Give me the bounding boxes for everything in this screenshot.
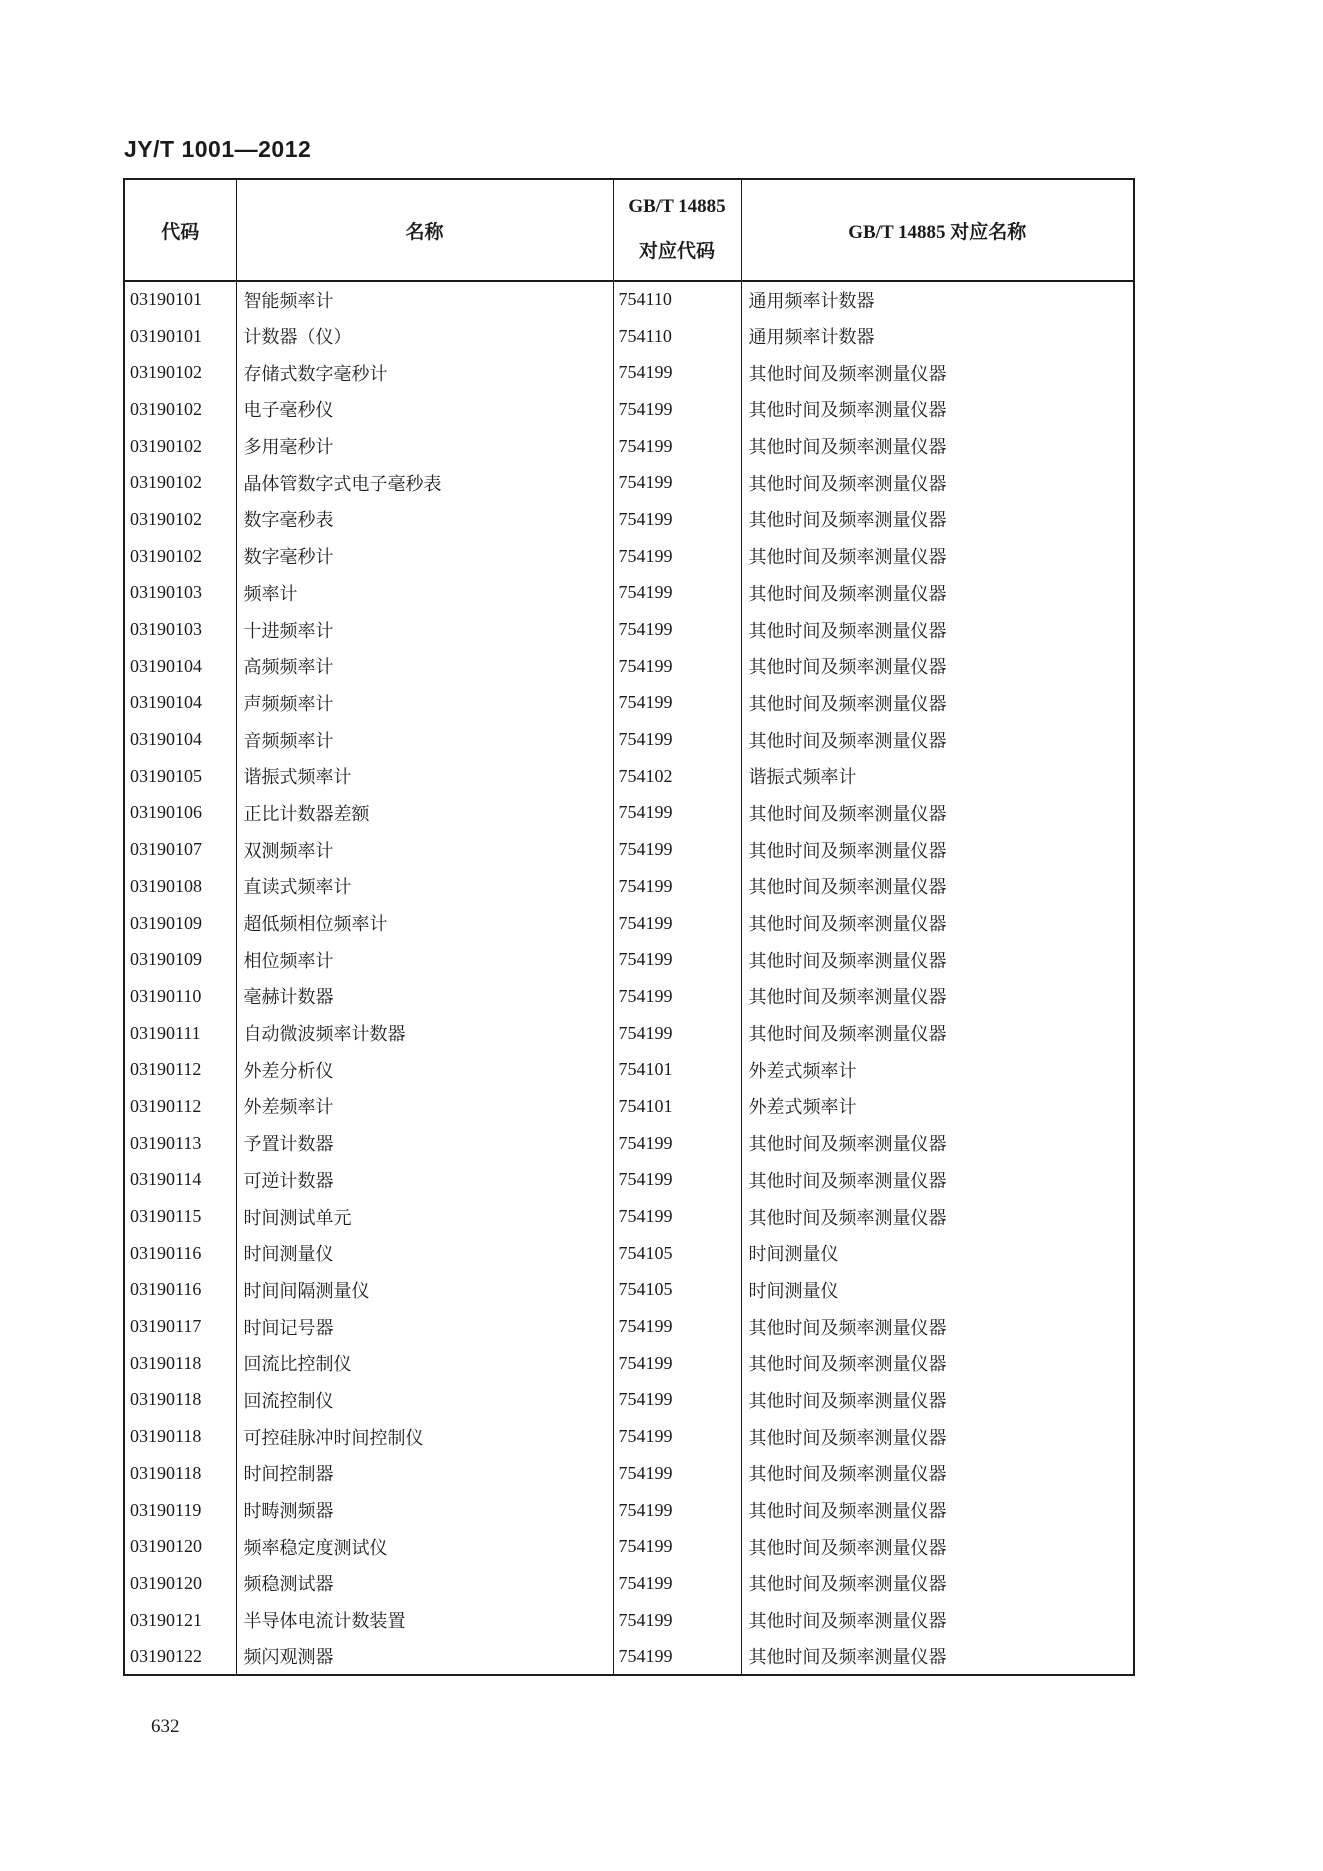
- code-cell: 03190118: [130, 1462, 202, 1483]
- code-cell: 03190116: [130, 1242, 202, 1263]
- code-cell: 03190122: [130, 1645, 202, 1666]
- name-cell: 时间记号器: [236, 1308, 613, 1345]
- code-cell: 03190110: [130, 985, 202, 1006]
- table-row: [124, 795, 1134, 832]
- gb-code-cell: 754199: [613, 685, 741, 722]
- code-cell: 03190109: [130, 912, 202, 933]
- name-cell: 外差频率计: [236, 1088, 613, 1125]
- gb-code-cell: 754105: [613, 1272, 741, 1309]
- table-row: [124, 464, 1134, 501]
- name-cell: 直读式频率计: [236, 868, 613, 905]
- table-header-row: [124, 179, 1134, 281]
- table-row: [124, 1602, 1134, 1639]
- code-cell: 03190102: [130, 435, 202, 456]
- gb-name-cell: 其他时间及频率测量仪器: [741, 648, 1134, 685]
- table-row: [124, 575, 1134, 612]
- name-cell: 存储式数字毫秒计: [236, 354, 613, 391]
- gb-code-cell: 754110: [613, 318, 741, 355]
- table-row: [124, 281, 1134, 318]
- gb-name-cell: 其他时间及频率测量仪器: [741, 611, 1134, 648]
- table-row: [124, 354, 1134, 391]
- name-cell: 谐振式频率计: [236, 758, 613, 795]
- name-cell: 十进频率计: [236, 611, 613, 648]
- header-code: 代码: [124, 179, 236, 281]
- code-cell: 03190117: [130, 1316, 202, 1337]
- name-cell: 频稳测试器: [236, 1565, 613, 1602]
- gb-code-cell: 754199: [613, 611, 741, 648]
- code-cell: 03190102: [130, 472, 202, 493]
- name-cell: 晶体管数字式电子毫秒表: [236, 464, 613, 501]
- code-cell: 03190101: [130, 289, 202, 310]
- table-row: [124, 1565, 1134, 1602]
- gb-code-cell: 754199: [613, 1015, 741, 1052]
- table-row: [124, 1308, 1134, 1345]
- table-row: [124, 1235, 1134, 1272]
- name-cell: 多用毫秒计: [236, 428, 613, 465]
- table-row: [124, 1198, 1134, 1235]
- gb-name-cell: 其他时间及频率测量仪器: [741, 1308, 1134, 1345]
- name-cell: 半导体电流计数装置: [236, 1602, 613, 1639]
- gb-name-cell: 时间测量仪: [741, 1272, 1134, 1309]
- header-gb-name: GB/T 14885 对应名称: [741, 179, 1134, 281]
- code-cell: 03190108: [130, 875, 202, 896]
- gb-code-cell: 754199: [613, 1125, 741, 1162]
- code-cell: 03190118: [130, 1389, 202, 1410]
- gb-name-cell: 其他时间及频率测量仪器: [741, 905, 1134, 942]
- code-cell: 03190106: [130, 802, 202, 823]
- code-cell: 03190103: [130, 582, 202, 603]
- gb-name-cell: 其他时间及频率测量仪器: [741, 1638, 1134, 1675]
- code-cell: 03190103: [130, 619, 202, 640]
- code-cell: 03190104: [130, 692, 202, 713]
- code-cell: 03190113: [130, 1132, 202, 1153]
- code-cell: 03190112: [130, 1095, 202, 1116]
- gb-name-cell: 其他时间及频率测量仪器: [741, 354, 1134, 391]
- table-row: [124, 685, 1134, 722]
- gb-name-cell: 其他时间及频率测量仪器: [741, 1015, 1134, 1052]
- table-row: [124, 1528, 1134, 1565]
- gb-name-cell: 其他时间及频率测量仪器: [741, 428, 1134, 465]
- gb-code-cell: 754199: [613, 1198, 741, 1235]
- code-cell: 03190118: [130, 1352, 202, 1373]
- gb-name-cell: 其他时间及频率测量仪器: [741, 464, 1134, 501]
- table-row: [124, 905, 1134, 942]
- name-cell: 频闪观测器: [236, 1638, 613, 1675]
- gb-code-cell: 754199: [613, 1638, 741, 1675]
- gb-name-cell: 外差式频率计: [741, 1088, 1134, 1125]
- header-gb-code-line1: GB/T 14885: [628, 196, 726, 218]
- gb-code-cell: 754199: [613, 831, 741, 868]
- gb-code-cell: 754199: [613, 648, 741, 685]
- code-cell: 03190119: [130, 1499, 202, 1520]
- gb-name-cell: 其他时间及频率测量仪器: [741, 1198, 1134, 1235]
- name-cell: 时间测量仪: [236, 1235, 613, 1272]
- name-cell: 频率计: [236, 575, 613, 612]
- code-cell: 03190114: [130, 1169, 202, 1190]
- gb-name-cell: 通用频率计数器: [741, 281, 1134, 318]
- code-cell: 03190102: [130, 508, 202, 529]
- gb-code-cell: 754199: [613, 1382, 741, 1419]
- code-cell: 03190102: [130, 362, 202, 383]
- gb-code-cell: 754199: [613, 868, 741, 905]
- gb-code-cell: 754199: [613, 575, 741, 612]
- table-row: [124, 1492, 1134, 1529]
- name-cell: 时间间隔测量仪: [236, 1272, 613, 1309]
- gb-code-cell: 754199: [613, 1492, 741, 1529]
- name-cell: 智能频率计: [236, 281, 613, 318]
- table-row: [124, 1272, 1134, 1309]
- gb-name-cell: 时间测量仪: [741, 1235, 1134, 1272]
- gb-code-cell: 754101: [613, 1088, 741, 1125]
- table-row: [124, 1125, 1134, 1162]
- gb-code-cell: 754199: [613, 501, 741, 538]
- page-number: 632: [151, 1716, 180, 1737]
- gb-name-cell: 其他时间及频率测量仪器: [741, 1125, 1134, 1162]
- code-cell: 03190118: [130, 1426, 202, 1447]
- code-cell: 03190109: [130, 949, 202, 970]
- table-row: [124, 941, 1134, 978]
- gb-code-cell: 754199: [613, 721, 741, 758]
- table-row: [124, 1051, 1134, 1088]
- name-cell: 毫赫计数器: [236, 978, 613, 1015]
- table-row: [124, 868, 1134, 905]
- header-gb-code: [613, 179, 741, 281]
- gb-name-cell: 其他时间及频率测量仪器: [741, 501, 1134, 538]
- gb-code-cell: 754199: [613, 1565, 741, 1602]
- gb-name-cell: 其他时间及频率测量仪器: [741, 1418, 1134, 1455]
- gb-name-cell: 其他时间及频率测量仪器: [741, 1492, 1134, 1529]
- name-cell: 超低频相位频率计: [236, 905, 613, 942]
- table-row: [124, 1088, 1134, 1125]
- gb-name-cell: 其他时间及频率测量仪器: [741, 1345, 1134, 1382]
- gb-name-cell: 其他时间及频率测量仪器: [741, 1455, 1134, 1492]
- gb-code-cell: 754199: [613, 391, 741, 428]
- table-row: [124, 1345, 1134, 1382]
- header-name: 名称: [236, 179, 613, 281]
- gb-code-cell: 754199: [613, 1455, 741, 1492]
- code-cell: 03190101: [130, 325, 202, 346]
- table-row: [124, 1638, 1134, 1675]
- name-cell: 数字毫秒计: [236, 538, 613, 575]
- name-cell: 相位频率计: [236, 941, 613, 978]
- code-mapping-table: [123, 178, 1135, 1676]
- code-cell: 03190112: [130, 1059, 202, 1080]
- table-row: [124, 831, 1134, 868]
- table-body: [124, 281, 1134, 1675]
- gb-code-cell: 754199: [613, 354, 741, 391]
- name-cell: 双测频率计: [236, 831, 613, 868]
- gb-code-cell: 754199: [613, 941, 741, 978]
- gb-name-cell: 其他时间及频率测量仪器: [741, 1528, 1134, 1565]
- gb-name-cell: 其他时间及频率测量仪器: [741, 575, 1134, 612]
- gb-name-cell: 其他时间及频率测量仪器: [741, 868, 1134, 905]
- table-row: [124, 1015, 1134, 1052]
- table-row: [124, 648, 1134, 685]
- gb-code-cell: 754199: [613, 538, 741, 575]
- gb-name-cell: 其他时间及频率测量仪器: [741, 831, 1134, 868]
- code-cell: 03190115: [130, 1206, 202, 1227]
- gb-name-cell: 其他时间及频率测量仪器: [741, 685, 1134, 722]
- name-cell: 高频频率计: [236, 648, 613, 685]
- standard-number-title: JY/T 1001—2012: [124, 136, 312, 162]
- header-gb-code-line2: 对应代码: [638, 241, 715, 262]
- code-cell: 03190120: [130, 1536, 202, 1557]
- gb-code-cell: 754199: [613, 795, 741, 832]
- gb-code-cell: 754101: [613, 1051, 741, 1088]
- name-cell: 时间测试单元: [236, 1198, 613, 1235]
- name-cell: 时间控制器: [236, 1455, 613, 1492]
- name-cell: 予置计数器: [236, 1125, 613, 1162]
- code-cell: 03190111: [130, 1022, 201, 1043]
- gb-name-cell: 其他时间及频率测量仪器: [741, 1162, 1134, 1199]
- gb-code-cell: 754199: [613, 978, 741, 1015]
- code-cell: 03190120: [130, 1572, 202, 1593]
- name-cell: 回流控制仪: [236, 1382, 613, 1419]
- gb-code-cell: 754199: [613, 428, 741, 465]
- gb-name-cell: 其他时间及频率测量仪器: [741, 1602, 1134, 1639]
- gb-name-cell: 其他时间及频率测量仪器: [741, 978, 1134, 1015]
- gb-code-cell: 754199: [613, 464, 741, 501]
- code-cell: 03190116: [130, 1279, 202, 1300]
- name-cell: 可逆计数器: [236, 1162, 613, 1199]
- gb-name-cell: 外差式频率计: [741, 1051, 1134, 1088]
- table-row: [124, 428, 1134, 465]
- table-row: [124, 721, 1134, 758]
- table-row: [124, 501, 1134, 538]
- name-cell: 声频频率计: [236, 685, 613, 722]
- code-cell: 03190104: [130, 655, 202, 676]
- name-cell: 外差分析仪: [236, 1051, 613, 1088]
- code-cell: 03190102: [130, 545, 202, 566]
- code-cell: 03190104: [130, 729, 202, 750]
- table-row: [124, 391, 1134, 428]
- table-row: [124, 978, 1134, 1015]
- gb-code-cell: 754199: [613, 1602, 741, 1639]
- gb-name-cell: 通用频率计数器: [741, 318, 1134, 355]
- code-cell: 03190102: [130, 398, 202, 419]
- code-cell: 03190107: [130, 839, 202, 860]
- gb-name-cell: 谐振式频率计: [741, 758, 1134, 795]
- table-row: [124, 1455, 1134, 1492]
- table-row: [124, 1382, 1134, 1419]
- name-cell: 回流比控制仪: [236, 1345, 613, 1382]
- gb-name-cell: 其他时间及频率测量仪器: [741, 1565, 1134, 1602]
- name-cell: 自动微波频率计数器: [236, 1015, 613, 1052]
- name-cell: 频率稳定度测试仪: [236, 1528, 613, 1565]
- gb-name-cell: 其他时间及频率测量仪器: [741, 721, 1134, 758]
- gb-code-cell: 754102: [613, 758, 741, 795]
- name-cell: 可控硅脉冲时间控制仪: [236, 1418, 613, 1455]
- gb-code-cell: 754199: [613, 1528, 741, 1565]
- gb-code-cell: 754199: [613, 905, 741, 942]
- gb-code-cell: 754110: [613, 281, 741, 318]
- name-cell: 音频频率计: [236, 721, 613, 758]
- gb-name-cell: 其他时间及频率测量仪器: [741, 391, 1134, 428]
- table-row: [124, 1162, 1134, 1199]
- table-row: [124, 538, 1134, 575]
- table-row: [124, 318, 1134, 355]
- name-cell: 时畴测频器: [236, 1492, 613, 1529]
- gb-name-cell: 其他时间及频率测量仪器: [741, 538, 1134, 575]
- gb-code-cell: 754105: [613, 1235, 741, 1272]
- code-cell: 03190105: [130, 765, 202, 786]
- name-cell: 计数器（仪）: [236, 318, 613, 355]
- gb-code-cell: 754199: [613, 1162, 741, 1199]
- gb-name-cell: 其他时间及频率测量仪器: [741, 941, 1134, 978]
- table-row: [124, 611, 1134, 648]
- name-cell: 正比计数器差额: [236, 795, 613, 832]
- gb-name-cell: 其他时间及频率测量仪器: [741, 795, 1134, 832]
- gb-name-cell: 其他时间及频率测量仪器: [741, 1382, 1134, 1419]
- table-row: [124, 758, 1134, 795]
- name-cell: 电子毫秒仪: [236, 391, 613, 428]
- gb-code-cell: 754199: [613, 1345, 741, 1382]
- table-row: [124, 1418, 1134, 1455]
- code-cell: 03190121: [130, 1609, 202, 1630]
- name-cell: 数字毫秒表: [236, 501, 613, 538]
- gb-code-cell: 754199: [613, 1308, 741, 1345]
- gb-code-cell: 754199: [613, 1418, 741, 1455]
